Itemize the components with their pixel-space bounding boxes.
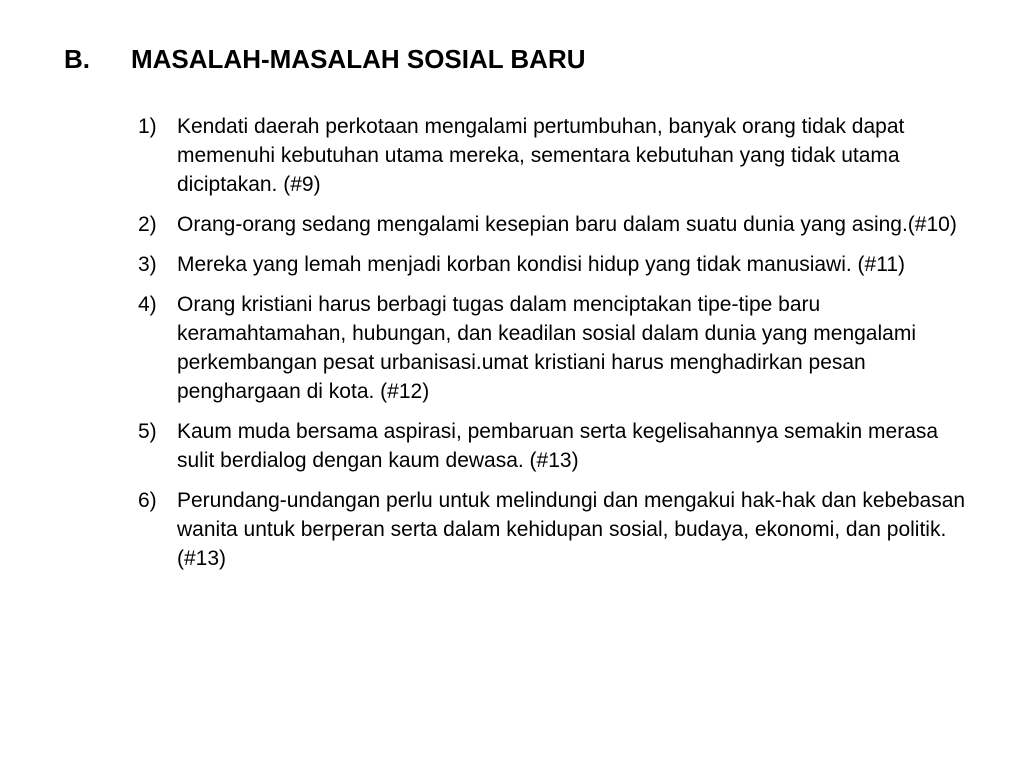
item-number: 3) — [138, 253, 157, 276]
item-text: Kaum muda bersama aspirasi, pembaruan serta kegelisahannya semakin merasa sulit berdialog dengan kaum dewasa. (#13) — [177, 420, 939, 472]
item-number: 5) — [138, 420, 157, 443]
list-item — [138, 210, 978, 239]
list-item — [138, 290, 978, 406]
item-number: 2) — [138, 213, 157, 236]
item-text: Orang kristiani harus berbagi tugas dalam menciptakan tipe-tipe baru keramahtamahan, hubungan, dan keadilan sosial dalam dunia yang mengalami perkembangan pesat urbanisasi.umat kristiani harus menghadirkan pesan penghargaan di kota. (#12) — [177, 293, 916, 403]
item-number: 4) — [138, 293, 157, 316]
section-title: MASALAH-MASALAH SOSIAL BARU — [131, 44, 586, 74]
item-text: Kendati daerah perkotaan mengalami pertumbuhan, banyak orang tidak dapat memenuhi kebutuhan utama mereka, sementara kebutuhan yang tidak utama diciptakan. (#9) — [177, 115, 905, 196]
list-item — [138, 417, 978, 475]
numbered-list — [138, 112, 978, 584]
item-text: Orang-orang sedang mengalami kesepian baru dalam suatu dunia yang asing.(#10) — [177, 213, 957, 236]
section-heading — [64, 42, 586, 76]
item-number: 1) — [138, 115, 157, 138]
list-item — [138, 112, 978, 199]
section-letter: B. — [64, 44, 90, 74]
item-number: 6) — [138, 489, 157, 512]
item-text: Mereka yang lemah menjadi korban kondisi hidup yang tidak manusiawi. (#11) — [177, 253, 906, 276]
item-text: Perundang-undangan perlu untuk melindungi dan mengakui hak-hak dan kebebasan wanita untuk berperan serta dalam kehidupan sosial, budaya, ekonomi, dan politik. (#13) — [177, 489, 966, 570]
list-item — [138, 250, 978, 279]
list-item — [138, 486, 978, 573]
